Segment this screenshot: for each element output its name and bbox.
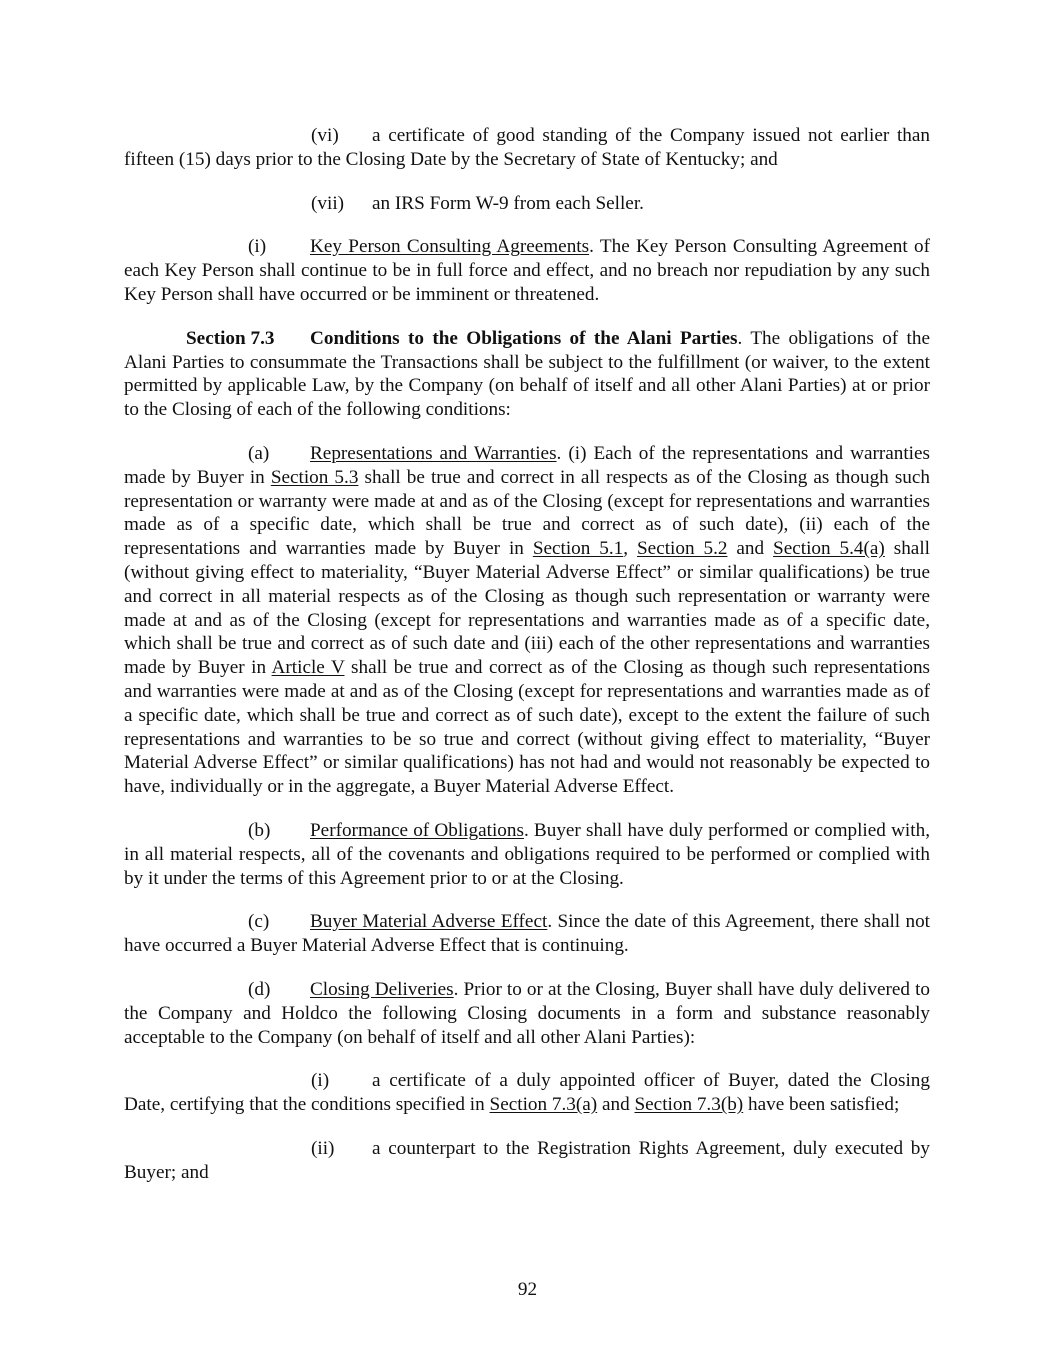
- cross-reference-link[interactable]: Article V: [271, 657, 345, 679]
- clause-text: an IRS Form W-9 from each Seller.: [372, 192, 644, 214]
- cross-reference-link[interactable]: Section 5.1: [532, 538, 624, 560]
- clause-text: a counterpart to the Registration Rights Agreement, duly executed by Buyer; and: [124, 1137, 930, 1183]
- cross-reference-link[interactable]: Section 5.4(a): [773, 538, 885, 560]
- clause-number: (i): [248, 236, 267, 258]
- cross-reference-link[interactable]: Section 5.3: [270, 466, 359, 488]
- clause-text: and: [727, 538, 774, 560]
- clause-number: (ii): [311, 1137, 335, 1159]
- clause-number: (a): [248, 442, 270, 464]
- clause-heading: Closing Deliveries: [310, 978, 454, 1000]
- clause-text: . The Key Person Consulting Agreement of each Key Person shall continue to be in full force and effect, and no breach nor repudiation by any such Key Person shall have occurred or be imminent or threatened.: [124, 236, 930, 305]
- clause-text: . Buyer shall have duly performed or complied with, in all material respects, all of the covenants and obligations required to be performed or complied with by it under the terms of this Agreement prior to or at the Closing.: [124, 819, 930, 889]
- clause-heading: Performance of Obligations: [310, 819, 524, 841]
- clause-i-key-person: [124, 235, 930, 306]
- clause-d: [124, 978, 930, 1049]
- page-number: 92: [517, 1279, 538, 1300]
- clause-number: (i): [311, 1070, 330, 1092]
- clause-text: . Prior to or at the Closing, Buyer shall have duly delivered to the Company and Holdco the following Closing documents in a form and substance reasonably acceptable to the Company (on behalf of itself and all other Alani Parties):: [124, 978, 930, 1048]
- cross-reference-link[interactable]: Section 5.2: [637, 538, 728, 560]
- clause-vii: [124, 192, 930, 216]
- clause-text: have been satisfied;: [743, 1094, 900, 1116]
- clause-b: [124, 819, 930, 890]
- section-7-3: [124, 327, 930, 422]
- clause-text: shall be true and correct in all respects as of the Closing as though such representation or warranty were made at and as of the Closing (except for representations and warranties made as of a specific date, which shall be true and correct as of such date), (ii) each of the representations and warranties made by Buyer in: [124, 466, 930, 560]
- clause-vi: [124, 124, 930, 172]
- clause-text: a certificate of good standing of the Company issued not earlier than fifteen (15) days prior to the Closing Date by the Secretary of State of Kentucky; and: [124, 125, 930, 170]
- clause-heading: Key Person Consulting Agreements: [310, 236, 590, 258]
- document-page: [124, 124, 930, 1204]
- clause-a: [124, 442, 930, 799]
- clause-heading: Representations and Warranties: [310, 442, 557, 464]
- clause-text: a certificate of a duly appointed officer of Buyer, dated the Closing Date, certifying that the conditions specified in: [124, 1070, 930, 1116]
- clause-text: ,: [623, 538, 638, 560]
- clause-d-ii: [124, 1137, 930, 1185]
- clause-text: shall be true and correct as of the Closing as though such representations and warranties were made at and as of the Closing (except for representations and warranties made as of a specific date, which shall be true and correct as of such date), except to the extent the failure of such representations and warranties to be so true and correct (without giving effect to materiality, “Buyer Material Adverse Effect” or similar qualifications) has not had and would not reasonably be expected to have, individually or in the aggregate, a Buyer Material Adverse Effect.: [124, 657, 930, 798]
- clause-text: and: [597, 1094, 635, 1116]
- clause-c: [124, 910, 930, 958]
- cross-reference-link[interactable]: Section 7.3(b): [634, 1094, 744, 1116]
- section-title: Conditions to the Obligations of the Alani Parties: [310, 327, 738, 349]
- section-text: . The obligations of the Alani Parties to consummate the Transactions shall be subject to the fulfillment (or waiver, to the extent permitted by applicable Law, by the Company (on behalf of itself and all other Alani Parties) at or prior to the Closing of each of the following conditions:: [124, 327, 930, 421]
- section-number: Section 7.3: [186, 327, 275, 349]
- clause-number: (b): [248, 819, 271, 841]
- clause-number: (c): [248, 911, 270, 933]
- clause-text: . (i) Each of the representations and warranties made by Buyer in: [124, 442, 930, 488]
- clause-number: (vi): [311, 125, 339, 146]
- clause-heading: Buyer Material Adverse Effect: [310, 911, 548, 933]
- clause-text: shall (without giving effect to materiality, “Buyer Material Adverse Effect” or similar qualifications) be true and correct in all material respects as of the Closing as though such representation or warranty were made at and as of the Closing (except for representations and warranties made as of a specific date, which shall be true and correct as of such date and (iii) each of the other representations and warranties made by Buyer in: [124, 538, 930, 679]
- clause-number: (vii): [311, 192, 345, 214]
- clause-text: . Since the date of this Agreement, there shall not have occurred a Buyer Material Adverse Effect that is continuing.: [124, 911, 930, 957]
- clause-number: (d): [248, 978, 271, 1000]
- clause-d-i: [124, 1069, 930, 1117]
- cross-reference-link[interactable]: Section 7.3(a): [489, 1094, 598, 1116]
